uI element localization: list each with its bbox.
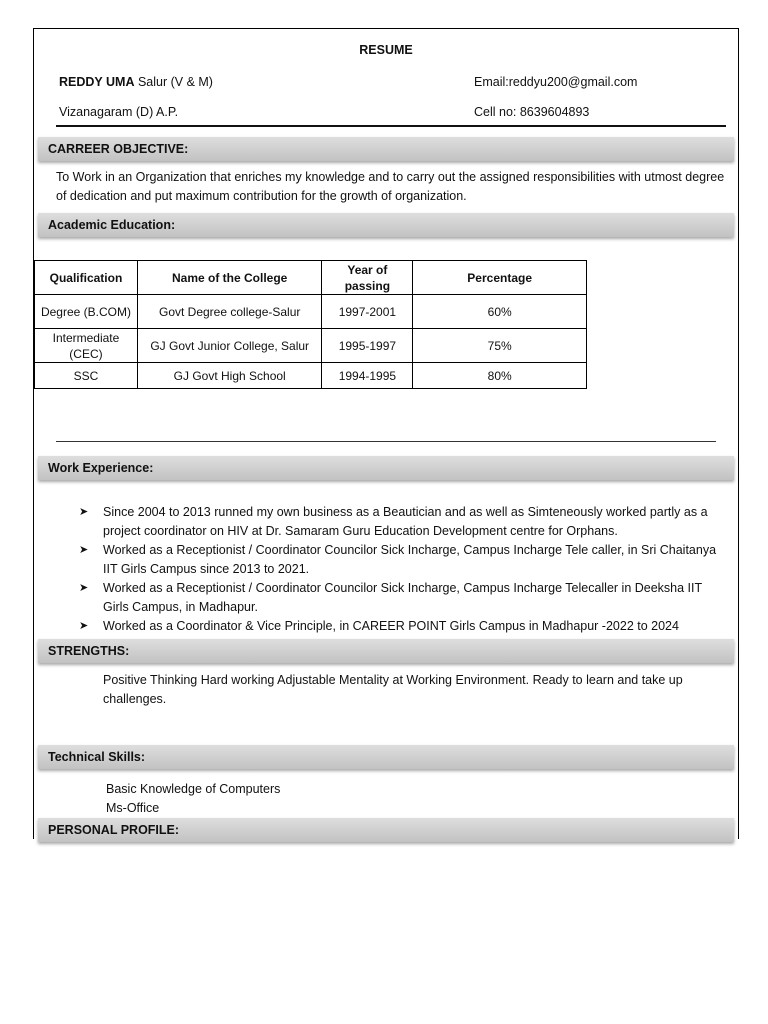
column-header: Percentage (413, 261, 587, 295)
column-header: Year of passing (322, 261, 413, 295)
table-cell: 75% (413, 329, 587, 363)
list-item: Ms-Office (106, 801, 160, 815)
work-item-text: Worked as a Coordinator & Vice Principle, in CAREER POINT Girls Campus in Madhapur -2022 to 2024 (103, 619, 679, 633)
candidate-name-line (59, 75, 213, 89)
list-item: Basic Knowledge of Computers (106, 782, 281, 796)
section-personal-profile: PERSONAL PROFILE: (38, 818, 734, 842)
resume-page (33, 28, 739, 839)
table-cell: 1994-1995 (322, 363, 413, 389)
section-technical-skills: Technical Skills: (38, 745, 734, 769)
header-divider (56, 125, 726, 127)
candidate-email: Email:reddyu200@gmail.com (474, 75, 638, 89)
section-divider (56, 441, 716, 442)
list-item (79, 541, 719, 579)
table-cell: Intermediate (CEC) (35, 329, 138, 363)
technical-skills-list (106, 780, 280, 818)
candidate-location: Salur (V & M) (134, 75, 213, 89)
table-cell: Degree (B.COM) (35, 295, 138, 329)
table-cell: 80% (413, 363, 587, 389)
list-item (79, 579, 719, 617)
bullet-arrow-icon: ➤ (79, 620, 89, 632)
bullet-arrow-icon: ➤ (79, 506, 89, 518)
table-cell: 1995-1997 (322, 329, 413, 363)
work-experience-list (79, 503, 719, 636)
bullet-arrow-icon: ➤ (79, 582, 89, 594)
education-table (34, 260, 587, 389)
work-item-text: Worked as a Receptionist / Coordinator Councilor Sick Incharge, Campus Incharge Telecaller in Deeksha IIT Girls Campus, in Madhapur. (103, 581, 702, 614)
work-item-text: Since 2004 to 2013 runned my own business as a Beautician and as well as Simteneously worked partly as a project coordinator on HIV at Dr. Samaram Guru Education Development centre for Orphans. (103, 505, 708, 538)
list-item (79, 617, 719, 636)
candidate-district: Vizanagaram (D) A.P. (59, 105, 179, 119)
table-cell: Govt Degree college-Salur (137, 295, 322, 329)
resume-title: RESUME (359, 43, 413, 57)
section-academic-education: Academic Education: (38, 213, 734, 237)
section-work-experience: Work Experience: (38, 456, 734, 480)
table-cell: SSC (35, 363, 138, 389)
strengths-text: Positive Thinking Hard working Adjustable Mentality at Working Environment. Ready to learn and take up challenges. (103, 673, 683, 706)
bullet-arrow-icon: ➤ (79, 544, 89, 556)
candidate-name: REDDY UMA (59, 75, 135, 89)
table-cell: GJ Govt High School (137, 363, 322, 389)
table-row (35, 363, 587, 389)
table-row (35, 329, 587, 363)
table-row (35, 295, 587, 329)
section-career-objective: CARREER OBJECTIVE: (38, 137, 734, 161)
list-item (79, 503, 719, 541)
career-objective-text: To Work in an Organization that enriches my knowledge and to carry out the assigned responsibilities with utmost degree of dedication and put maximum contribution for the growth of organization. (56, 170, 725, 203)
column-header: Name of the College (137, 261, 322, 295)
education-table-header (35, 261, 587, 295)
section-strengths: STRENGTHS: (38, 639, 734, 663)
candidate-phone: Cell no: 8639604893 (474, 105, 590, 119)
table-cell: GJ Govt Junior College, Salur (137, 329, 322, 363)
table-cell: 60% (413, 295, 587, 329)
work-item-text: Worked as a Receptionist / Coordinator Councilor Sick Incharge, Campus Incharge Tele caller, in Sri Chaitanya IIT Girls Campus since 2013 to 2021. (103, 543, 717, 576)
table-cell: 1997-2001 (322, 295, 413, 329)
column-header: Qualification (35, 261, 138, 295)
